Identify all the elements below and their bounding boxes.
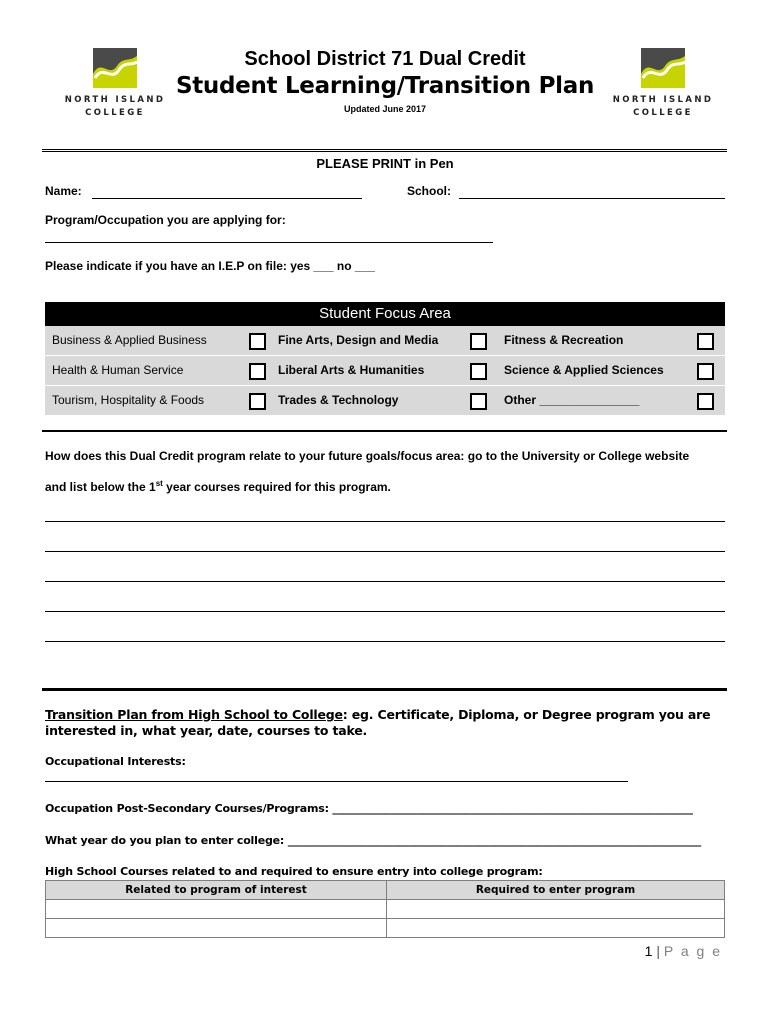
focus-checkbox[interactable] xyxy=(697,393,714,410)
focus-row xyxy=(45,356,725,385)
hs-courses-label: High School Courses related to and required to ensure entry into college program: xyxy=(45,865,543,878)
section-divider xyxy=(42,688,727,691)
focus-option-label: Fitness & Recreation xyxy=(504,333,624,347)
focus-checkbox[interactable] xyxy=(470,393,487,410)
school-field[interactable] xyxy=(459,198,725,199)
focus-area-header: Student Focus Area xyxy=(45,302,725,326)
post-secondary-label: Occupation Post-Secondary Courses/Programs: ____________________________________________________________________ xyxy=(45,802,693,815)
program-label: Program/Occupation you are applying for: xyxy=(45,213,286,227)
focus-option-label: Fine Arts, Design and Media xyxy=(278,333,439,347)
focus-option-label: Liberal Arts & Humanities xyxy=(278,363,425,377)
table-cell[interactable] xyxy=(46,900,387,919)
transition-heading-line2: interested in, what year, date, courses to take. xyxy=(45,723,368,738)
high-school-courses-table xyxy=(45,880,725,938)
header-divider xyxy=(42,149,727,152)
focus-option-label: Trades & Technology xyxy=(278,393,399,407)
document-title-line1: School District 71 Dual Credit xyxy=(244,48,526,70)
focus-option-label: Other _______________ xyxy=(504,393,640,407)
answer-line[interactable] xyxy=(45,641,725,642)
focus-checkbox[interactable] xyxy=(470,363,487,380)
table-header-row xyxy=(46,881,725,900)
section-divider xyxy=(42,430,727,432)
document-title-line2: Student Learning/Transition Plan xyxy=(175,73,595,99)
focus-checkbox[interactable] xyxy=(697,363,714,380)
page-number: 1 | P a g e xyxy=(644,943,722,959)
program-field[interactable] xyxy=(45,242,493,243)
school-label: School: xyxy=(407,184,451,198)
transition-heading-line1: Transition Plan from High School to College: eg. Certificate, Diploma, or Degree program you are xyxy=(45,707,711,722)
name-label: Name: xyxy=(45,184,82,198)
goals-question-line2: and list below the 1st year courses required for this program. xyxy=(45,479,391,494)
focus-checkbox[interactable] xyxy=(470,333,487,350)
occupational-interests-field[interactable] xyxy=(45,781,628,782)
table-cell[interactable] xyxy=(387,919,725,938)
occupational-interests-label: Occupational Interests: xyxy=(45,755,186,768)
focus-row xyxy=(45,326,725,355)
enter-year-label: What year do you plan to enter college: ______________________________________________________________________________ xyxy=(45,834,702,847)
focus-option-label: Science & Applied Sciences xyxy=(504,363,664,377)
name-field[interactable] xyxy=(92,198,362,199)
focus-option-label: Business & Applied Business xyxy=(52,333,207,347)
print-note: PLEASE PRINT in Pen xyxy=(316,156,454,171)
table-row xyxy=(46,900,725,919)
updated-date: Updated June 2017 xyxy=(343,104,427,114)
table-cell[interactable] xyxy=(387,900,725,919)
answer-line[interactable] xyxy=(45,551,725,552)
iep-question: Please indicate if you have an I.E.P on file: yes ___ no ___ xyxy=(45,259,375,273)
table-cell[interactable] xyxy=(46,919,387,938)
focus-option-label: Health & Human Service xyxy=(52,363,184,377)
answer-line[interactable] xyxy=(45,521,725,522)
answer-line[interactable] xyxy=(45,581,725,582)
focus-checkbox[interactable] xyxy=(249,363,266,380)
focus-checkbox[interactable] xyxy=(249,393,266,410)
table-row xyxy=(46,919,725,938)
focus-row xyxy=(45,386,725,415)
logo-text: NORTH ISLAND COLLEGE xyxy=(612,95,714,118)
focus-checkbox[interactable] xyxy=(249,333,266,350)
goals-question-line1: How does this Dual Credit program relate to your future goals/focus area: go to the University or College website xyxy=(45,449,690,463)
focus-option-label: Tourism, Hospitality & Foods xyxy=(52,393,205,407)
logo-text: NORTH ISLAND COLLEGE xyxy=(64,95,166,118)
table-header: Required to enter program xyxy=(387,881,725,900)
focus-checkbox[interactable] xyxy=(697,333,714,350)
answer-line[interactable] xyxy=(45,611,725,612)
table-header: Related to program of interest xyxy=(46,881,387,900)
